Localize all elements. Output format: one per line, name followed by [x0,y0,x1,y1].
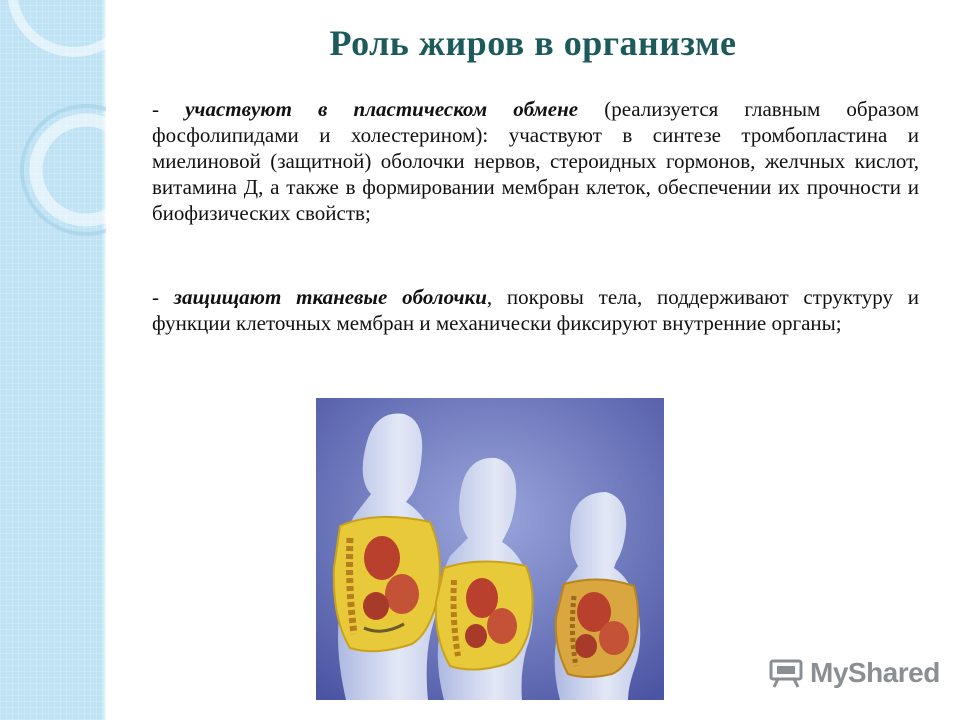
watermark-text: MyShared [810,657,940,688]
paragraph2-emphasis: защищают тканевые оболочки [173,285,487,309]
body-fat-illustration [316,398,664,700]
myshared-watermark [768,656,940,690]
bullet-dash: - [152,97,186,121]
paragraph2-body: , покровы тела, поддерживают структуру и функции клеточных мембран и механически фиксируют внутренние органы; [152,285,919,335]
presentation-board-icon [768,658,804,688]
paragraph1-body: (реализуется главным образом фосфолипидами и холестерином): участвуют в синтезе тромбопластина и миелиновой (защитной) оболочки нервов, стероидных гормонов, желчных кислот, витамина Д, а также в формировании мембран клеток, обеспечении их прочности и биофизических свойств; [152,97,919,225]
decorative-rings [0,0,106,720]
paragraph-protection [152,284,919,336]
paragraph-plastic-metabolism [152,96,919,226]
bullet-dash: - [152,285,174,309]
slide-title: Роль жиров в организме [329,23,737,63]
paragraph1-emphasis: участвуют в пластическом обмене [185,97,579,121]
